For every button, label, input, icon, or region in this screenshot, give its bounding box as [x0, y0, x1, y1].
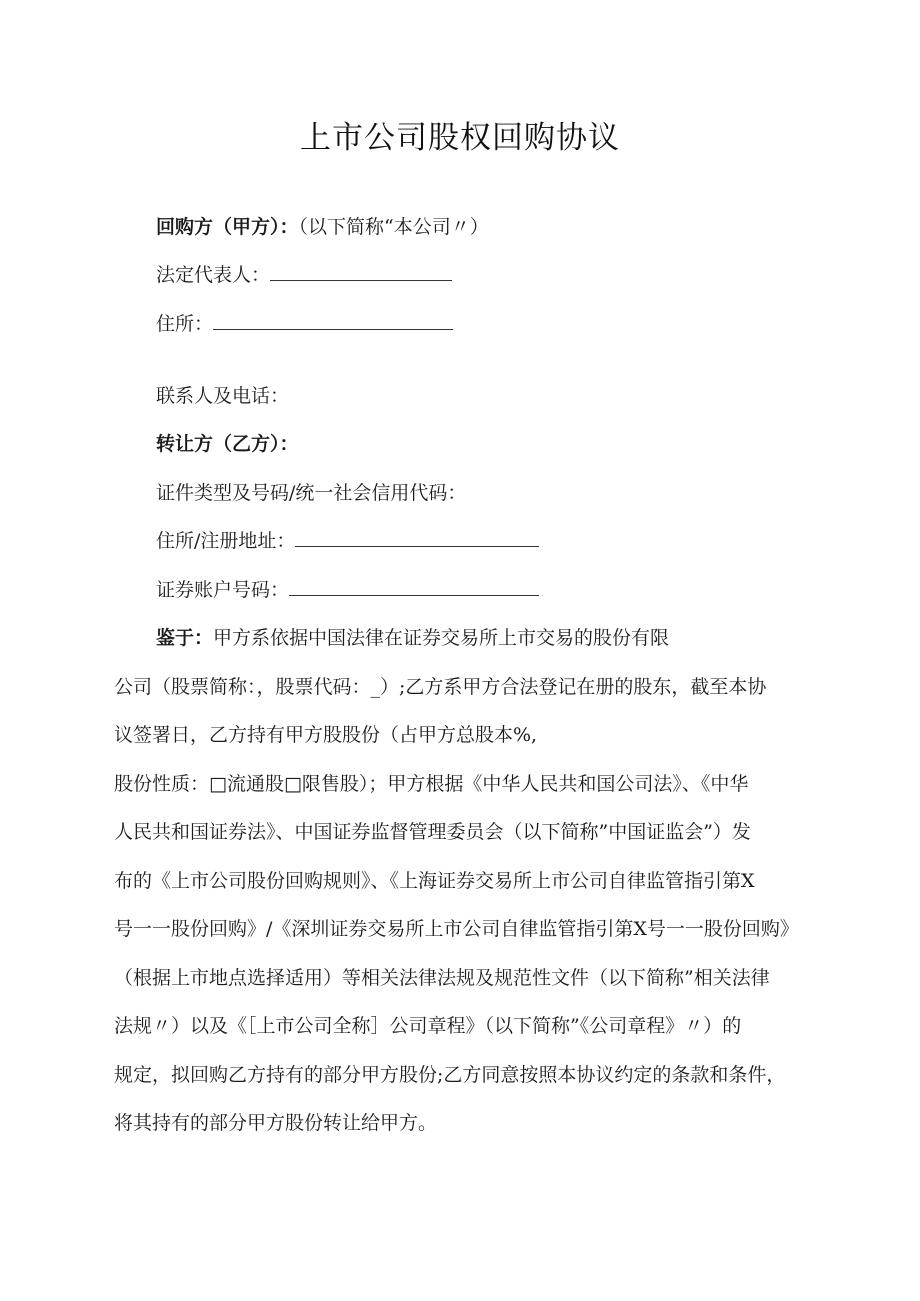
contact-label: 联系人及电话： — [156, 385, 290, 407]
party-a-label: 回购方（甲方）： — [156, 216, 299, 238]
party-b-address-label: 住所/注册地址： — [156, 530, 296, 552]
whereas-line-4: 人民共和国证券法》、中国证券监督管理委员会（以下简称”中国证监会”）发 — [114, 821, 751, 843]
party-b-address-line — [156, 528, 539, 554]
whereas-line-3: 股份性质：□流通股□限售股）；甲方根据《中华人民共和国公司法》、《中华 — [114, 773, 749, 795]
party-b-id-label: 证件类型及号码/统一社会信用代码： — [156, 482, 467, 504]
whereas-lead: 鉴于： — [156, 627, 214, 649]
whereas-text-0: 甲方系依据中国法律在证券交易所上市交易的股份有限 — [213, 627, 670, 649]
whereas-line-0 — [156, 625, 669, 651]
legal-rep-blank[interactable] — [270, 262, 452, 281]
whereas-line-6: 号一一股份回购》/《深圳证券交易所上市公司自律监管指引第X号一一股份回购》 — [114, 918, 799, 940]
party-b-id-line — [156, 480, 466, 506]
document-title: 上市公司股权回购协议 — [300, 120, 620, 156]
party-a-address-blank[interactable] — [213, 311, 453, 330]
securities-account-line — [156, 577, 539, 603]
legal-rep-line — [156, 262, 452, 288]
whereas-line-5: 布的《上市公司股份回购规则》、《上海证券交易所上市公司自律监管指引第X — [114, 870, 755, 892]
whereas-line-10: 将其持有的部分甲方股份转让给甲方。 — [114, 1112, 438, 1134]
whereas-line-9: 规定，拟回购乙方持有的部分甲方股份;乙方同意按照本协议约定的条款和条件， — [114, 1064, 786, 1086]
party-a-note: （以下简称“本公司〃） — [298, 216, 489, 238]
party-a-line — [156, 214, 489, 240]
securities-account-label: 证券账户号码： — [156, 579, 290, 601]
party-a-address-line — [156, 311, 453, 337]
contact-line — [156, 383, 289, 409]
whereas-line-2: 议签署日，乙方持有甲方股股份（占甲方总股本%, — [114, 724, 538, 746]
party-b-label: 转让方（乙方）： — [156, 433, 299, 455]
whereas-line-7: （根据上市地点选择适用）等相关法律法规及规范性文件（以下简称”相关法律 — [114, 967, 770, 989]
party-b-address-blank[interactable] — [295, 528, 539, 547]
securities-account-blank[interactable] — [289, 577, 539, 596]
legal-rep-label: 法定代表人： — [156, 264, 271, 286]
whereas-line-1: 公司（股票简称：，股票代码：_）;乙方系甲方合法登记在册的股东，截至本协 — [114, 676, 767, 698]
party-b-line — [156, 431, 299, 457]
whereas-line-8: 法规〃）以及《［上市公司全称］公司章程》（以下简称”《公司章程》〃）的 — [114, 1015, 742, 1037]
party-a-address-label: 住所： — [156, 313, 214, 335]
